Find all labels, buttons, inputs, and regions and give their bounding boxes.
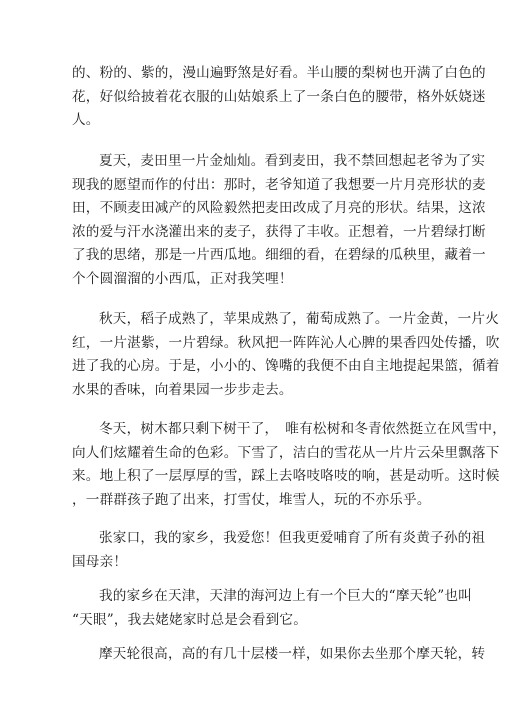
text-line: 张家口，我的家乡，我爱您！但我更爱哺育了所有炎黄子孙的祖 — [99, 530, 486, 546]
text-line: 花，好似给披着花衣服的山姑娘系上了一条白色的腰带，格外妖娆迷 — [72, 88, 486, 105]
text-line: 的、粉的、紫的，漫山遍野煞是好看。半山腰的梨树也开满了白色的 — [72, 65, 486, 81]
text-line: 进了我的心房。于是，小小的、馋嘴的我便不由自主地提起果篮，循着 — [72, 358, 500, 374]
text-line: 水果的香味，向着果园一步步走去。 — [72, 381, 293, 398]
paragraph-winter — [72, 418, 506, 512]
paragraph-spring-end — [72, 62, 486, 133]
paragraph-autumn — [72, 308, 500, 402]
text-line: 国母亲！ — [72, 553, 128, 570]
text-line: 田，不顾麦田减产的风险毅然把麦田改成了月亮的形状。结果，这浓 — [72, 200, 486, 216]
text-line: 人。 — [72, 112, 100, 128]
text-line: 了我的思绪，那是一片西瓜地。细细的看，在碧绿的瓜秧里，藏着一 — [72, 247, 486, 263]
text-line: 我的家乡在天津，天津的海河边上有一个巨大的“摩天轮”也叫 — [99, 588, 472, 604]
text-line: “天眼”，我去姥姥家时总是会看到它。 — [72, 611, 307, 628]
paragraph-summer — [72, 150, 486, 291]
text-line: 夏天，麦田里一片金灿灿。看到麦田，我不禁回想起老爷为了实 — [99, 153, 486, 169]
text-line: 个个圆溜溜的小西瓜，正对我笑哩！ — [72, 270, 293, 287]
text-line: 现我的愿望而作的付出：那时，老爷知道了我想要一片月亮形状的麦 — [72, 176, 486, 193]
text-line: 摩天轮很高，高的有几十层楼一样，如果你去坐那个摩天轮，转 — [99, 646, 486, 662]
text-line: ，一群群孩子跑了出来，打雪仗，堆雪人，玩的不亦乐乎。 — [72, 491, 431, 508]
text-line: 红，一片湛紫，一片碧绿。秋风把一阵阵沁人心脾的果香四处传播，吹 — [72, 334, 500, 351]
text-line: 秋天，稻子成熟了，苹果成熟了，葡萄成熟了。一片金黄，一片火 — [99, 311, 500, 327]
text-line: 冬天，树木都只剩下树干了， 唯有松树和冬青依然挺立在风雪中， — [99, 421, 506, 437]
paragraph-zhangjiakou — [72, 527, 486, 574]
paragraph-ferris-wheel — [72, 643, 486, 667]
text-line: 向人们炫耀着生命的色彩。下雪了，洁白的雪花从一片片云朵里飘落下 — [72, 444, 500, 461]
paragraph-tianjin — [72, 585, 472, 632]
text-line: 来。地上积了一层厚厚的雪，踩上去咯吱咯吱的响，甚是动听。这时候 — [72, 468, 500, 484]
text-line: 浓的爱与汗水浇灌出来的麦子，获得了丰收。正想着，一片碧绿打断 — [72, 223, 486, 240]
